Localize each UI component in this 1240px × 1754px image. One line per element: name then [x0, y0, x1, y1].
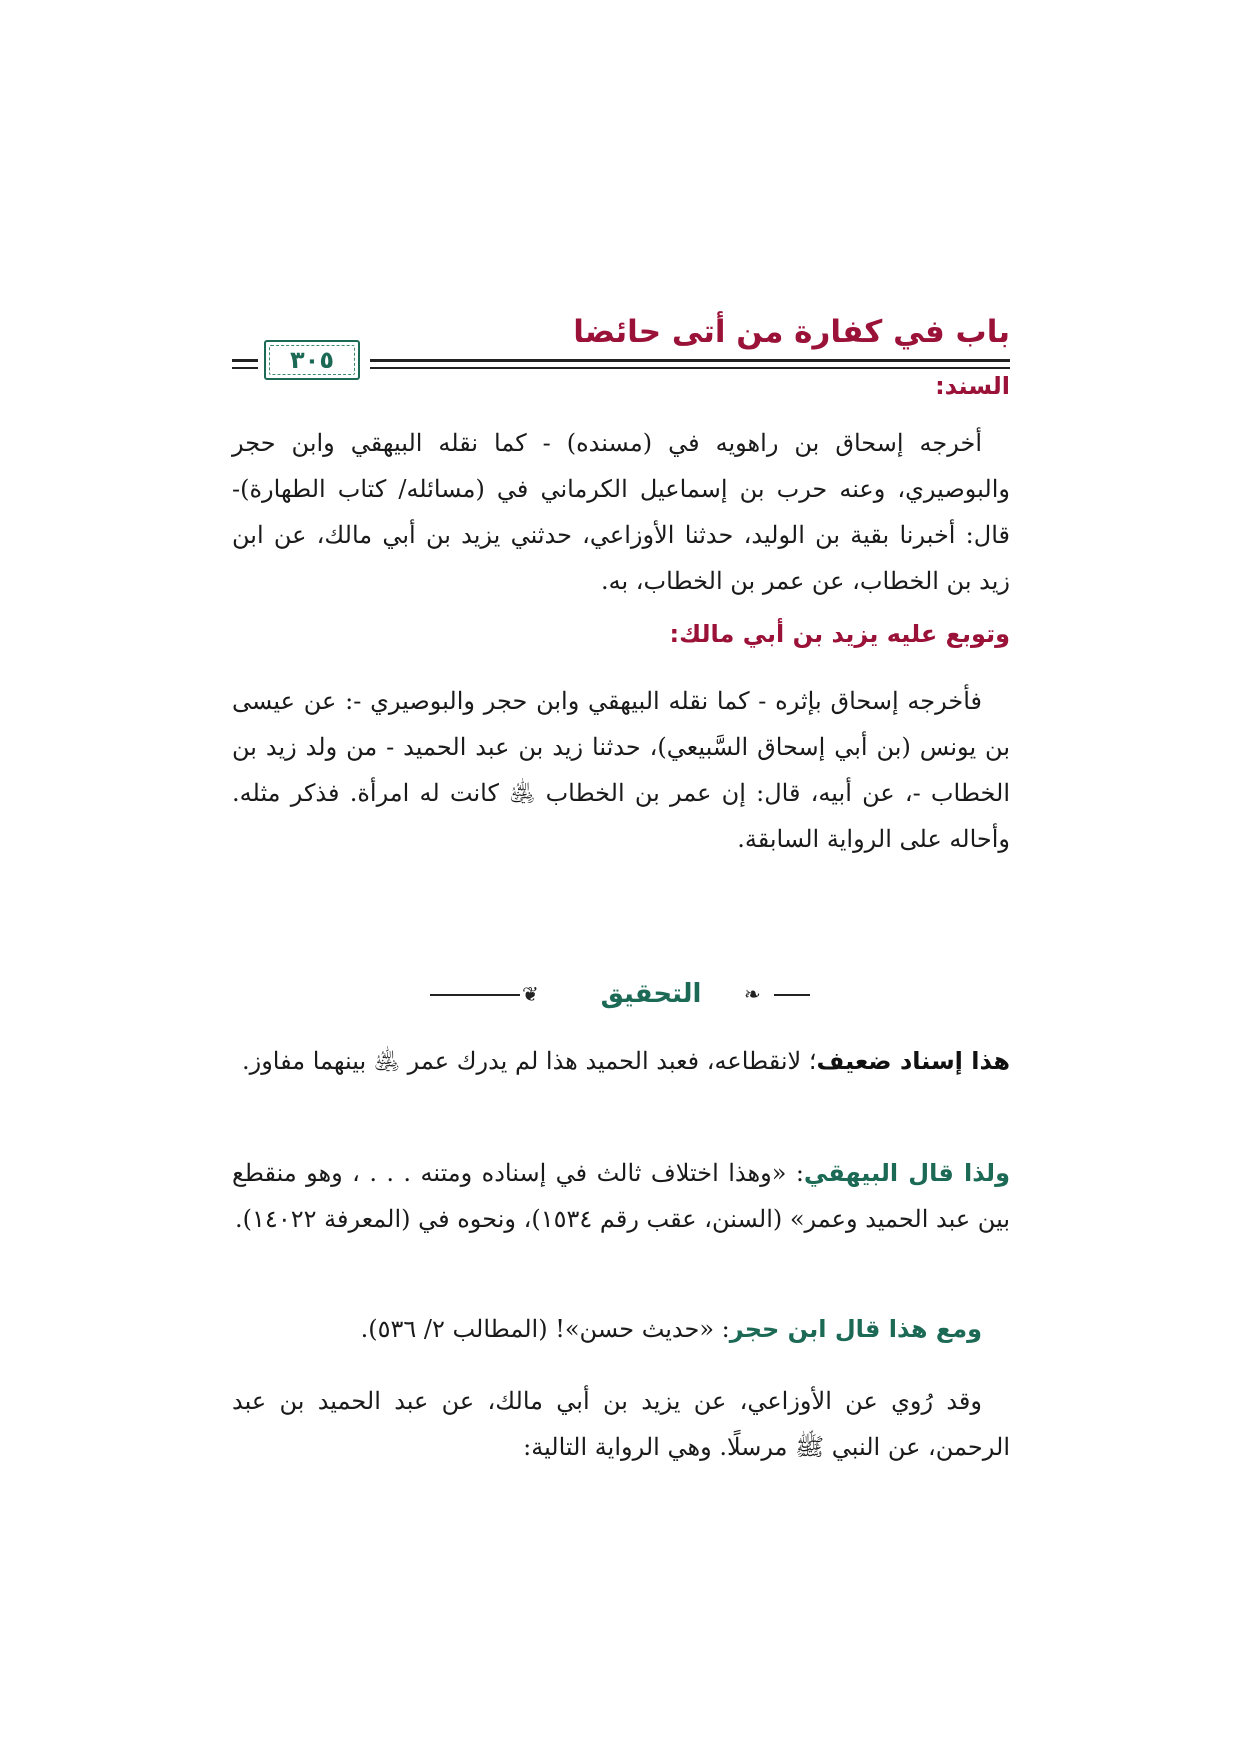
- page-number: ٣٠٥: [290, 346, 334, 374]
- bayhaqi-lead: ولذا قال البيهقي: [803, 1159, 1010, 1187]
- tahqiq-heading: التحقيق: [600, 979, 702, 1009]
- paragraph-tahqiq: [232, 1038, 1010, 1084]
- tabaa-heading: وتوبع عليه يزيد بن أبي مالك:: [669, 620, 1010, 648]
- section-divider: [232, 974, 1010, 1014]
- chapter-title: باب في كفارة من أتى حائضا: [573, 314, 1010, 350]
- tahqiq-lead: هذا إسناد ضعيف: [816, 1047, 1010, 1075]
- tahqiq-text: ؛ لانقطاعه، فعبد الحميد هذا لم يدرك عمر ﵁ بينهما مفاوز.: [241, 1047, 817, 1075]
- divider-line: [430, 994, 520, 996]
- paragraph-tabaa: فأخرجه إسحاق بإثره - كما نقله البيهقي وابن حجر والبوصيري -: عن عيسى بن يونس (بن أبي إسحاق السَّبيعي)، حدثنا زيد بن عبد الحميد - من ولد زيد بن الخطاب -، عن أبيه، قال: إن عمر بن الخطاب ﵁ كانت له امرأة. فذكر مثله. وأحاله على الرواية السابقة.: [232, 687, 1010, 853]
- paragraph-mursal: وقد رُوي عن الأوزاعي، عن يزيد بن أبي مالك، عن عبد الحميد بن عبد الرحمن، عن النبي ﷺ مرسلًا. وهي الرواية التالية:: [232, 1387, 1010, 1461]
- header-rule: [232, 359, 258, 362]
- sanad-heading: السند:: [935, 372, 1010, 400]
- ornament-icon: ❧: [744, 982, 761, 1006]
- header-rule: [370, 359, 1010, 362]
- paragraph-ibn-hajar: [232, 1306, 1010, 1352]
- divider-line: [774, 994, 810, 996]
- bayhaqi-text: : «وهذا اختلاف ثالث في إسناده ومتنه . . . ، وهو منقطع بين عبد الحميد وعمر» (السنن، عقب رقم ١٥٣٤)، ونحوه في (المعرفة ١٤٠٢٢).: [232, 1159, 1010, 1233]
- paragraph-bayhaqi: [232, 1150, 1010, 1242]
- paragraph-sanad: أخرجه إسحاق بن راهويه في (مسنده) - كما نقله البيهقي وابن حجر والبوصيري، وعنه حرب بن إسماعيل الكرماني في (مسائله/ كتاب الطهارة)- قال: أخبرنا بقية بن الوليد، حدثنا الأوزاعي، حدثني يزيد بن أبي مالك، عن ابن زيد بن الخطاب، عن عمر بن الخطاب، به.: [232, 429, 1010, 595]
- ornament-icon: ❦: [522, 982, 539, 1006]
- ibn-hajar-text: : «حديث حسن»! (المطالب ٢/ ٥٣٦).: [360, 1315, 730, 1343]
- ibn-hajar-lead: ومع هذا قال ابن حجر: [729, 1315, 982, 1343]
